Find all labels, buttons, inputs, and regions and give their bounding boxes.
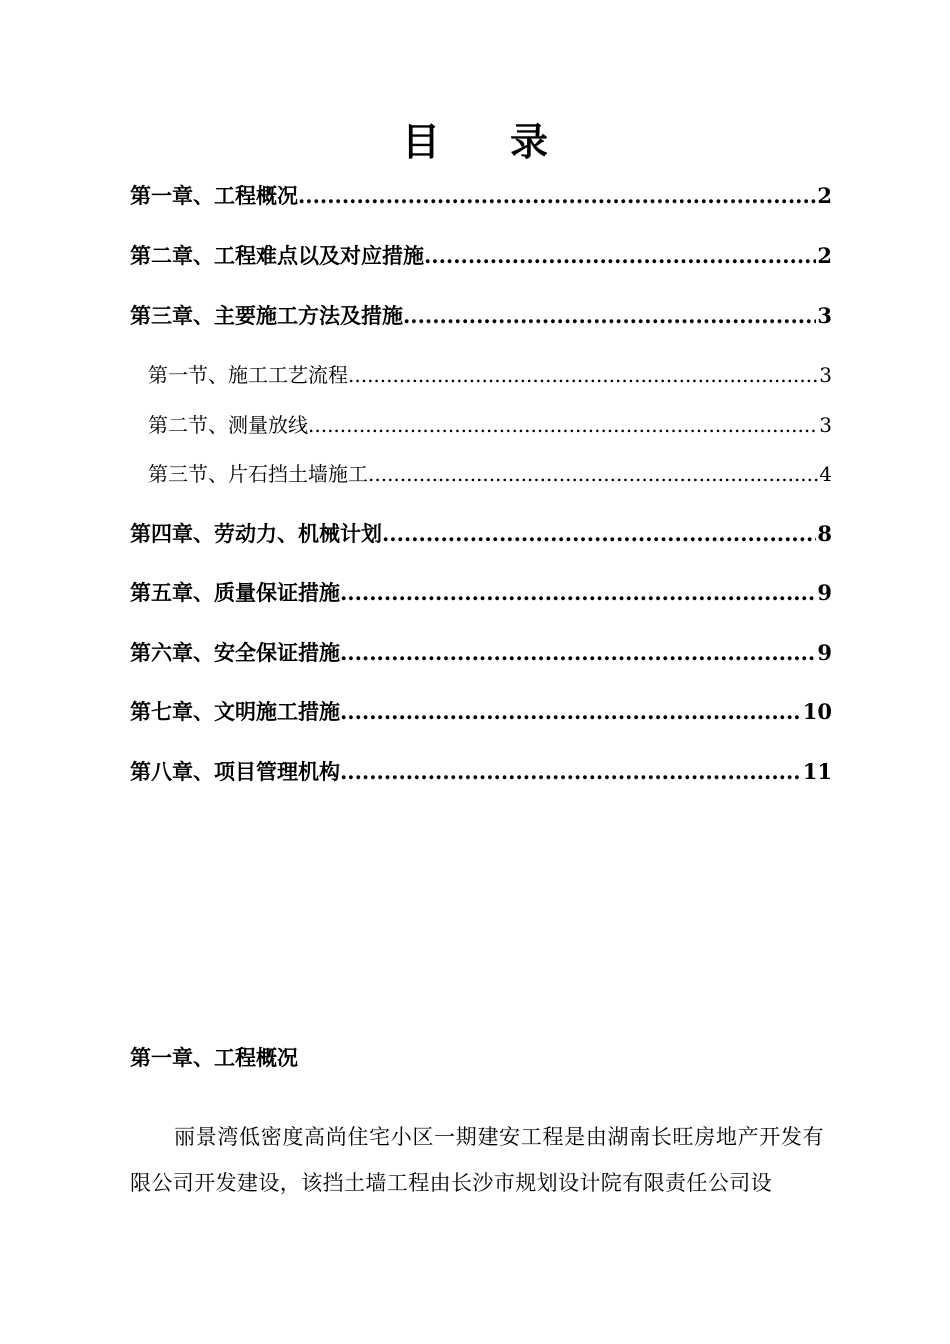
toc-entry-page: 11 [802, 752, 832, 792]
toc-entry[interactable] [130, 573, 832, 613]
toc-entry-page: 2 [816, 176, 832, 216]
toc-entry-label: 第三章、主要施工方法及措施 [130, 303, 403, 328]
toc-entry-page: 2 [816, 236, 832, 276]
toc-entry-label: 第三节、片石挡土墙施工 [148, 462, 368, 486]
toc-title [0, 112, 950, 172]
toc-dot-leader [340, 573, 816, 613]
toc-entry[interactable] [130, 176, 832, 216]
toc-dot-leader [403, 296, 816, 336]
toc-entry-page: 9 [816, 633, 832, 673]
toc-entry[interactable] [130, 514, 832, 554]
toc-entry[interactable] [130, 752, 832, 792]
toc-entry-page: 9 [816, 573, 832, 613]
toc-entry[interactable] [130, 296, 832, 336]
toc-entry[interactable] [130, 692, 832, 732]
toc-entry[interactable] [148, 355, 832, 395]
toc-entry-page: 3 [818, 355, 832, 395]
toc-entry-page: 3 [818, 405, 832, 445]
toc-entry[interactable] [148, 405, 832, 445]
toc-entry-label: 第四章、劳动力、机械计划 [130, 521, 382, 546]
toc-entry-label: 第二章、工程难点以及对应措施 [130, 243, 424, 268]
toc-dot-leader [298, 176, 816, 216]
toc-entry-page: 4 [818, 454, 832, 494]
toc-entry-label: 第八章、项目管理机构 [130, 759, 340, 784]
toc-dot-leader [308, 405, 818, 445]
toc-dot-leader [382, 514, 816, 554]
toc-dot-leader [368, 454, 818, 494]
toc-entry-label: 第五章、质量保证措施 [130, 580, 340, 605]
body-paragraph: 丽景湾低密度高尚住宅小区一期建安工程是由湖南长旺房地产开发有限公司开发建设，该挡土墙工程由长沙市规划设计院有限责任公司设 [130, 1125, 824, 1195]
toc-entry[interactable] [130, 633, 832, 673]
toc-entry-label: 第六章、安全保证措施 [130, 640, 340, 665]
toc-entry[interactable] [148, 454, 832, 494]
toc-entry-page: 8 [816, 514, 832, 554]
toc-entry-label: 第一节、施工工艺流程 [148, 363, 348, 387]
toc-entry-label: 第二节、测量放线 [148, 413, 308, 437]
toc-title-char-1: 目 [401, 119, 440, 164]
toc-dot-leader [424, 236, 816, 276]
toc-entry-page: 10 [802, 692, 832, 732]
toc-dot-leader [340, 752, 802, 792]
toc-entry-page: 3 [816, 296, 832, 336]
toc-title-char-2: 录 [510, 119, 549, 164]
toc-entry-label: 第七章、文明施工措施 [130, 699, 340, 724]
toc-dot-leader [340, 633, 816, 673]
toc-entry-label: 第一章、工程概况 [130, 183, 298, 208]
toc-dot-leader [348, 355, 818, 395]
chapter-heading: 第一章、工程概况 [130, 1045, 298, 1070]
toc-dot-leader [340, 692, 802, 732]
toc-entry[interactable] [130, 236, 832, 276]
